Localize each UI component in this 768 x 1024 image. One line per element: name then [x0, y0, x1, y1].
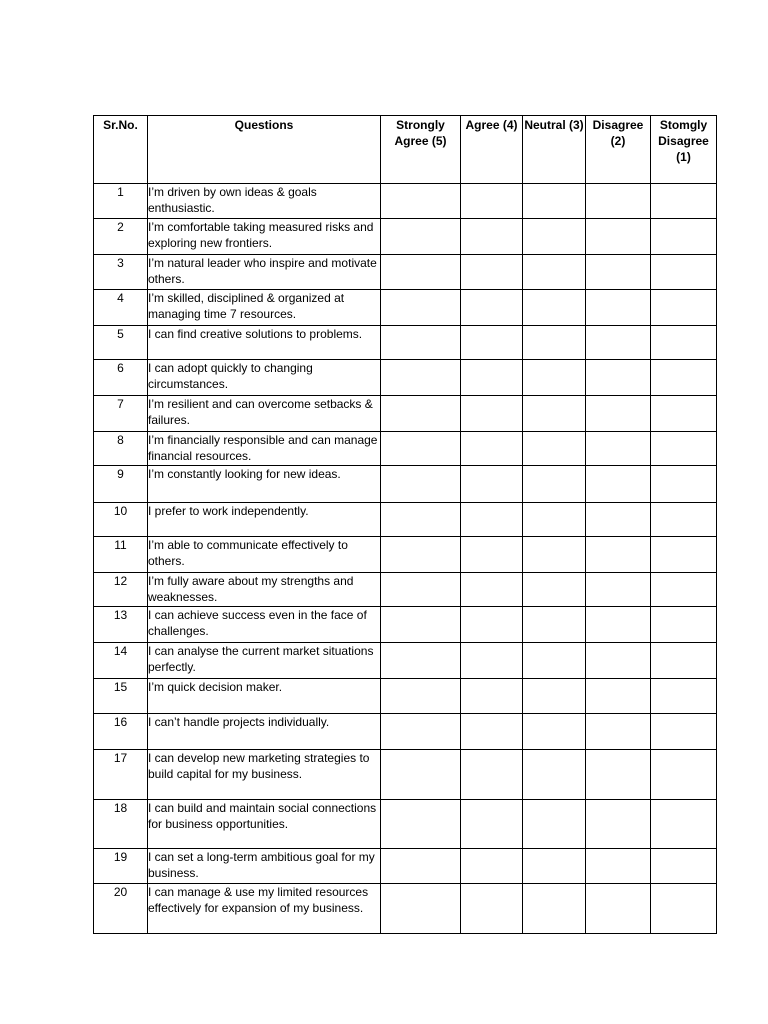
question-text: I prefer to work independently. [148, 503, 381, 537]
response-cell-strongly-agree[interactable] [381, 503, 461, 537]
table-row [94, 643, 717, 679]
row-number: 20 [94, 884, 148, 934]
response-cell-strongly-disagree[interactable] [651, 219, 717, 255]
question-text: I’m comfortable taking measured risks and exploring new frontiers. [148, 219, 381, 255]
table-row [94, 503, 717, 537]
table-row [94, 537, 717, 573]
response-cell-disagree[interactable] [586, 714, 651, 750]
row-number: 12 [94, 573, 148, 607]
row-number: 19 [94, 849, 148, 884]
response-cell-disagree[interactable] [586, 849, 651, 884]
response-cell-agree[interactable] [461, 290, 523, 326]
question-text: I can’t handle projects individually. [148, 714, 381, 750]
question-text: I can analyse the current market situations perfectly. [148, 643, 381, 679]
response-cell-neutral[interactable] [523, 537, 586, 573]
response-cell-strongly-disagree[interactable] [651, 800, 717, 849]
response-cell-agree[interactable] [461, 184, 523, 219]
response-cell-agree[interactable] [461, 800, 523, 849]
response-cell-strongly-disagree[interactable] [651, 432, 717, 466]
response-cell-neutral[interactable] [523, 800, 586, 849]
response-cell-agree[interactable] [461, 466, 523, 503]
response-cell-strongly-agree[interactable] [381, 884, 461, 934]
table-row [94, 290, 717, 326]
response-cell-neutral[interactable] [523, 290, 586, 326]
table-row [94, 884, 717, 934]
response-cell-disagree[interactable] [586, 537, 651, 573]
response-cell-strongly-agree[interactable] [381, 573, 461, 607]
response-cell-neutral[interactable] [523, 326, 586, 360]
response-cell-strongly-disagree[interactable] [651, 537, 717, 573]
response-cell-neutral[interactable] [523, 432, 586, 466]
response-cell-neutral[interactable] [523, 466, 586, 503]
response-cell-neutral[interactable] [523, 714, 586, 750]
row-number: 1 [94, 184, 148, 219]
table-row [94, 800, 717, 849]
response-cell-agree[interactable] [461, 714, 523, 750]
question-text: I can find creative solutions to problems. [148, 326, 381, 360]
response-cell-strongly-agree[interactable] [381, 290, 461, 326]
table-row [94, 219, 717, 255]
response-cell-strongly-agree[interactable] [381, 466, 461, 503]
header-strongly-agree: Strongly Agree (5) [381, 116, 461, 184]
table-row [94, 432, 717, 466]
response-cell-strongly-disagree[interactable] [651, 290, 717, 326]
response-cell-agree[interactable] [461, 607, 523, 643]
row-number: 3 [94, 255, 148, 290]
question-text: I’m resilient and can overcome setbacks & failures. [148, 396, 381, 432]
response-cell-agree[interactable] [461, 849, 523, 884]
row-number: 13 [94, 607, 148, 643]
response-cell-agree[interactable] [461, 503, 523, 537]
response-cell-strongly-disagree[interactable] [651, 255, 717, 290]
response-cell-strongly-agree[interactable] [381, 255, 461, 290]
response-cell-strongly-agree[interactable] [381, 849, 461, 884]
response-cell-disagree[interactable] [586, 396, 651, 432]
row-number: 2 [94, 219, 148, 255]
response-cell-neutral[interactable] [523, 884, 586, 934]
response-cell-agree[interactable] [461, 643, 523, 679]
response-cell-strongly-disagree[interactable] [651, 360, 717, 396]
response-cell-disagree[interactable] [586, 679, 651, 714]
question-text: I’m natural leader who inspire and motivate others. [148, 255, 381, 290]
response-cell-disagree[interactable] [586, 607, 651, 643]
question-text: I’m skilled, disciplined & organized at managing time 7 resources. [148, 290, 381, 326]
response-cell-agree[interactable] [461, 537, 523, 573]
response-cell-disagree[interactable] [586, 255, 651, 290]
row-number: 15 [94, 679, 148, 714]
table-row [94, 396, 717, 432]
table-row [94, 360, 717, 396]
row-number: 10 [94, 503, 148, 537]
response-cell-strongly-disagree[interactable] [651, 849, 717, 884]
response-cell-strongly-agree[interactable] [381, 326, 461, 360]
response-cell-agree[interactable] [461, 396, 523, 432]
response-cell-agree[interactable] [461, 326, 523, 360]
response-cell-strongly-disagree[interactable] [651, 396, 717, 432]
table-row [94, 466, 717, 503]
question-text: I’m quick decision maker. [148, 679, 381, 714]
question-text: I can develop new marketing strategies to build capital for my business. [148, 750, 381, 800]
response-cell-neutral[interactable] [523, 607, 586, 643]
response-cell-strongly-agree[interactable] [381, 750, 461, 800]
response-cell-strongly-disagree[interactable] [651, 466, 717, 503]
response-cell-strongly-agree[interactable] [381, 537, 461, 573]
row-number: 11 [94, 537, 148, 573]
response-cell-strongly-agree[interactable] [381, 714, 461, 750]
response-cell-strongly-disagree[interactable] [651, 884, 717, 934]
response-cell-strongly-agree[interactable] [381, 800, 461, 849]
response-cell-strongly-disagree[interactable] [651, 326, 717, 360]
question-text: I can build and maintain social connections for business opportunities. [148, 800, 381, 849]
response-cell-strongly-agree[interactable] [381, 679, 461, 714]
response-cell-strongly-agree[interactable] [381, 184, 461, 219]
response-cell-strongly-disagree[interactable] [651, 184, 717, 219]
response-cell-neutral[interactable] [523, 360, 586, 396]
response-cell-disagree[interactable] [586, 800, 651, 849]
response-cell-neutral[interactable] [523, 219, 586, 255]
response-cell-strongly-disagree[interactable] [651, 714, 717, 750]
header-questions: Questions [148, 116, 381, 184]
response-cell-disagree[interactable] [586, 290, 651, 326]
table-row [94, 573, 717, 607]
response-cell-disagree[interactable] [586, 360, 651, 396]
question-text: I’m financially responsible and can manage financial resources. [148, 432, 381, 466]
response-cell-strongly-agree[interactable] [381, 607, 461, 643]
response-cell-disagree[interactable] [586, 573, 651, 607]
question-text: I’m constantly looking for new ideas. [148, 466, 381, 503]
table-row [94, 750, 717, 800]
response-cell-neutral[interactable] [523, 679, 586, 714]
row-number: 5 [94, 326, 148, 360]
response-cell-agree[interactable] [461, 750, 523, 800]
table-row [94, 326, 717, 360]
response-cell-neutral[interactable] [523, 503, 586, 537]
response-cell-neutral[interactable] [523, 255, 586, 290]
response-cell-disagree[interactable] [586, 466, 651, 503]
row-number: 9 [94, 466, 148, 503]
response-cell-strongly-disagree[interactable] [651, 643, 717, 679]
header-sr-no: Sr.No. [94, 116, 148, 184]
table-row [94, 849, 717, 884]
response-cell-disagree[interactable] [586, 432, 651, 466]
question-text: I’m able to communicate effectively to others. [148, 537, 381, 573]
question-text: I can achieve success even in the face of challenges. [148, 607, 381, 643]
response-cell-neutral[interactable] [523, 184, 586, 219]
header-row [94, 116, 717, 184]
response-cell-agree[interactable] [461, 219, 523, 255]
response-cell-disagree[interactable] [586, 184, 651, 219]
response-cell-neutral[interactable] [523, 643, 586, 679]
response-cell-strongly-agree[interactable] [381, 643, 461, 679]
response-cell-strongly-disagree[interactable] [651, 750, 717, 800]
row-number: 8 [94, 432, 148, 466]
question-text: I can set a long-term ambitious goal for my business. [148, 849, 381, 884]
response-cell-disagree[interactable] [586, 750, 651, 800]
response-cell-strongly-disagree[interactable] [651, 573, 717, 607]
row-number: 4 [94, 290, 148, 326]
table-row [94, 714, 717, 750]
table-row [94, 184, 717, 219]
table-row [94, 255, 717, 290]
header-neutral: Neutral (3) [523, 116, 586, 184]
response-cell-neutral[interactable] [523, 396, 586, 432]
response-cell-agree[interactable] [461, 679, 523, 714]
response-cell-agree[interactable] [461, 255, 523, 290]
row-number: 18 [94, 800, 148, 849]
table-row [94, 607, 717, 643]
response-cell-disagree[interactable] [586, 643, 651, 679]
response-cell-agree[interactable] [461, 573, 523, 607]
response-cell-neutral[interactable] [523, 750, 586, 800]
response-cell-disagree[interactable] [586, 884, 651, 934]
response-cell-strongly-agree[interactable] [381, 396, 461, 432]
header-strongly-disagree: Stomgly Disagree (1) [651, 116, 717, 184]
table-row [94, 679, 717, 714]
response-cell-strongly-disagree[interactable] [651, 503, 717, 537]
question-text: I’m fully aware about my strengths and weaknesses. [148, 573, 381, 607]
response-cell-disagree[interactable] [586, 326, 651, 360]
response-cell-neutral[interactable] [523, 573, 586, 607]
header-disagree: Disagree (2) [586, 116, 651, 184]
response-cell-agree[interactable] [461, 360, 523, 396]
response-cell-strongly-disagree[interactable] [651, 607, 717, 643]
response-cell-strongly-agree[interactable] [381, 219, 461, 255]
row-number: 17 [94, 750, 148, 800]
question-text: I’m driven by own ideas & goals enthusiastic. [148, 184, 381, 219]
response-cell-agree[interactable] [461, 432, 523, 466]
row-number: 16 [94, 714, 148, 750]
question-text: I can adopt quickly to changing circumstances. [148, 360, 381, 396]
survey-table [93, 115, 717, 934]
question-text: I can manage & use my limited resources effectively for expansion of my business. [148, 884, 381, 934]
response-cell-disagree[interactable] [586, 219, 651, 255]
row-number: 14 [94, 643, 148, 679]
response-cell-neutral[interactable] [523, 849, 586, 884]
response-cell-strongly-disagree[interactable] [651, 679, 717, 714]
response-cell-disagree[interactable] [586, 503, 651, 537]
response-cell-strongly-agree[interactable] [381, 360, 461, 396]
row-number: 6 [94, 360, 148, 396]
response-cell-agree[interactable] [461, 884, 523, 934]
row-number: 7 [94, 396, 148, 432]
header-agree: Agree (4) [461, 116, 523, 184]
response-cell-strongly-agree[interactable] [381, 432, 461, 466]
